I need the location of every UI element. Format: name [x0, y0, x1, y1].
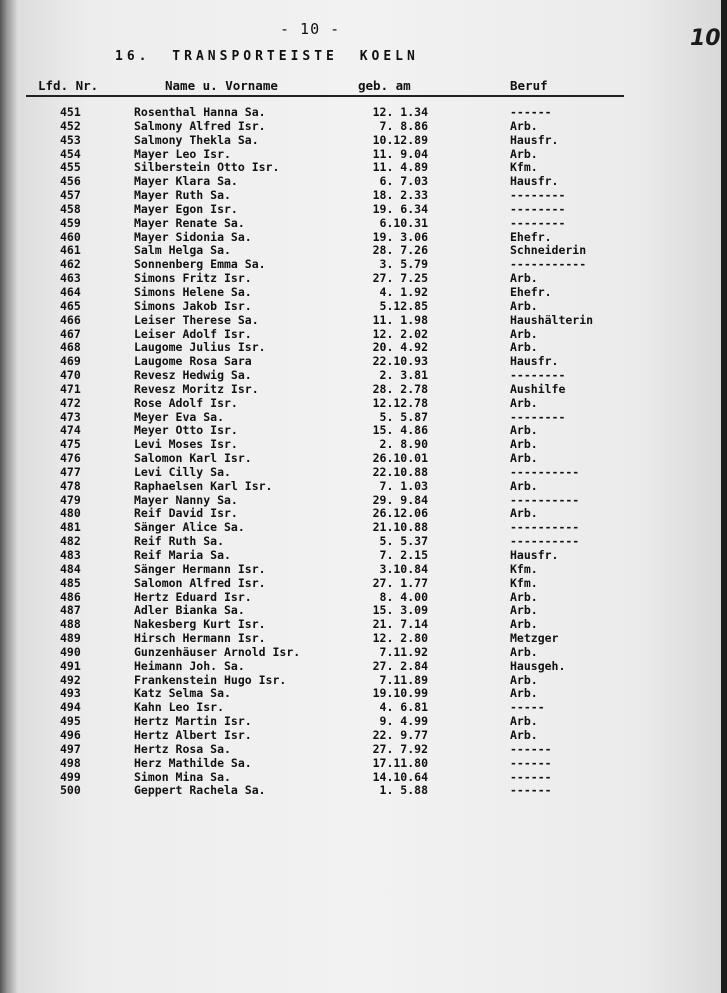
row-number: 476 — [60, 451, 81, 466]
birth-date: 19. 3.06 — [372, 229, 428, 244]
row-number: 497 — [60, 741, 81, 756]
header-occupation: Beruf — [510, 78, 548, 93]
occupation: Schneiderin — [510, 243, 587, 258]
row-number: 499 — [60, 769, 81, 784]
list-row — [0, 591, 727, 605]
row-number: 467 — [60, 326, 81, 341]
person-name: Mayer Egon Isr. — [134, 201, 238, 216]
birth-date: 6.10.31 — [379, 215, 428, 230]
row-number: 491 — [60, 658, 81, 673]
birth-date: 12.12.78 — [372, 395, 428, 410]
row-number: 461 — [60, 243, 81, 258]
person-name: Reif Maria Sa. — [134, 548, 231, 562]
row-number: 458 — [60, 201, 81, 216]
row-number: 463 — [60, 271, 81, 286]
occupation: Hausfr. — [510, 174, 559, 189]
list-row — [0, 687, 727, 701]
birth-date: 26.10.01 — [372, 451, 428, 466]
list-row — [0, 411, 727, 425]
person-name: Salmony Alfred Isr. — [134, 118, 266, 133]
row-number: 488 — [60, 617, 81, 632]
birth-date: 11. 1.98 — [372, 312, 428, 327]
row-number: 460 — [60, 229, 81, 244]
list-row — [0, 701, 727, 715]
list-row — [0, 604, 727, 618]
birth-date: 5.12.85 — [379, 298, 428, 313]
occupation: Arb. — [510, 395, 538, 410]
person-name: Sonnenberg Emma Sa. — [134, 257, 266, 272]
header-rule — [26, 95, 624, 97]
row-number: 453 — [60, 132, 81, 147]
birth-date: 22. 9.77 — [372, 727, 428, 742]
list-row — [0, 161, 727, 175]
row-number: 478 — [60, 478, 81, 493]
row-number: 475 — [60, 437, 81, 452]
occupation: ------ — [510, 769, 552, 784]
birth-date: 3. 5.79 — [379, 257, 428, 272]
list-row — [0, 148, 727, 162]
occupation: Hausfr. — [510, 132, 559, 147]
birth-date: 12. 2.02 — [372, 326, 428, 341]
row-number: 465 — [60, 298, 81, 313]
person-name: Adler Bianka Sa. — [134, 603, 245, 618]
row-number: 473 — [60, 409, 81, 424]
occupation: Ehefr. — [510, 229, 552, 244]
list-row — [0, 272, 727, 286]
person-name: Meyer Eva Sa. — [134, 409, 225, 424]
occupation: Arb. — [510, 506, 538, 521]
birth-date: 21. 7.14 — [372, 617, 428, 632]
person-name: Salmony Thekla Sa. — [134, 132, 259, 147]
occupation: Arb. — [510, 298, 538, 313]
header-birthdate: geb. am — [358, 78, 411, 93]
birth-date: 18. 2.33 — [372, 188, 428, 203]
list-row — [0, 244, 727, 258]
person-name: Hertz Rosa Sa. — [134, 741, 231, 756]
document-title: 16. TRANSPORTEISTE KOELN — [115, 49, 419, 64]
row-number: 500 — [60, 783, 81, 798]
person-name: Heimann Joh. Sa. — [134, 658, 245, 673]
birth-date: 11. 9.04 — [372, 146, 428, 161]
birth-date: 1. 5.88 — [379, 783, 428, 798]
birth-date: 7.11.89 — [379, 672, 428, 687]
row-number: 482 — [60, 534, 81, 549]
row-number: 471 — [60, 381, 81, 396]
person-name: Simons Helene Sa. — [134, 284, 252, 299]
list-row — [0, 300, 727, 314]
person-name: Laugome Julius Isr. — [134, 340, 266, 355]
list-row — [0, 314, 727, 328]
person-name: Raphaelsen Karl Isr. — [134, 478, 273, 493]
birth-date: 6. 7.03 — [379, 174, 428, 189]
row-number: 455 — [60, 160, 81, 175]
birth-date: 7.11.92 — [379, 644, 428, 659]
birth-date: 9. 4.99 — [379, 714, 428, 729]
list-row — [0, 120, 727, 134]
birth-date: 27. 1.77 — [372, 575, 428, 590]
row-number: 464 — [60, 284, 81, 299]
row-number: 496 — [60, 727, 81, 742]
occupation: -------- — [510, 368, 566, 383]
header-number: Lfd. Nr. — [38, 78, 99, 93]
birth-date: 10.12.89 — [372, 132, 428, 147]
row-number: 457 — [60, 188, 81, 203]
row-number: 479 — [60, 492, 81, 507]
row-number: 452 — [60, 118, 81, 133]
person-name: Salomon Karl Isr. — [134, 451, 252, 466]
occupation: Arb. — [510, 118, 538, 133]
row-number: 454 — [60, 146, 81, 161]
list-row — [0, 383, 727, 397]
occupation: Kfm. — [510, 575, 538, 590]
birth-date: 28. 7.26 — [372, 243, 428, 258]
column-headers — [0, 78, 727, 94]
birth-date: 17.11.80 — [372, 755, 428, 770]
row-number: 490 — [60, 644, 81, 659]
occupation: -------- — [510, 188, 566, 203]
occupation: ---------- — [510, 464, 580, 479]
row-number: 481 — [60, 520, 81, 535]
row-number: 489 — [60, 631, 81, 646]
person-name: Katz Selma Sa. — [134, 686, 231, 701]
birth-date: 15. 3.09 — [372, 603, 428, 618]
list-row — [0, 452, 727, 466]
person-name: Nakesberg Kurt Isr. — [134, 617, 266, 632]
row-number: 487 — [60, 603, 81, 618]
row-number: 498 — [60, 755, 81, 770]
person-name: Hertz Albert Isr. — [134, 727, 252, 742]
occupation: Arb. — [510, 589, 538, 604]
person-name: Reif Ruth Sa. — [134, 534, 225, 549]
birth-date: 12. 2.80 — [372, 631, 428, 646]
list-row — [0, 328, 727, 342]
list-row — [0, 466, 727, 480]
birth-date: 19.10.99 — [372, 686, 428, 701]
occupation: Arb. — [510, 727, 538, 742]
list-row — [0, 480, 727, 494]
list-row — [0, 743, 727, 757]
list-row — [0, 729, 727, 743]
occupation: Arb. — [510, 478, 538, 493]
person-name: Mayer Sidonia Sa. — [134, 229, 252, 244]
person-name: Mayer Klara Sa. — [134, 174, 238, 189]
list-row — [0, 397, 727, 411]
birth-date: 27. 7.25 — [372, 271, 428, 286]
row-number: 459 — [60, 215, 81, 230]
list-row — [0, 189, 727, 203]
row-number: 472 — [60, 395, 81, 410]
handwritten-page-number: 10 — [690, 26, 721, 51]
row-number: 484 — [60, 561, 81, 576]
page-number: - 10 - — [280, 20, 341, 38]
person-name: Levi Moses Isr. — [134, 437, 238, 452]
occupation: Hausfr. — [510, 548, 559, 562]
occupation: Arb. — [510, 437, 538, 452]
birth-date: 8. 4.00 — [379, 589, 428, 604]
occupation: Hausgeh. — [510, 658, 566, 673]
person-name: Gunzenhäuser Arnold Isr. — [134, 644, 301, 659]
occupation: Ehefr. — [510, 284, 552, 299]
person-name: Salm Helga Sa. — [134, 243, 231, 258]
occupation: Arb. — [510, 603, 538, 618]
list-row — [0, 494, 727, 508]
list-row — [0, 757, 727, 771]
list-row — [0, 134, 727, 148]
person-name: Simons Fritz Isr. — [134, 271, 252, 286]
occupation: ----------- — [510, 257, 587, 272]
birth-date: 2. 8.90 — [379, 437, 428, 452]
birth-date: 2. 3.81 — [379, 368, 428, 383]
birth-date: 11. 4.89 — [372, 160, 428, 175]
occupation: Arb. — [510, 340, 538, 355]
person-name: Sänger Alice Sa. — [134, 520, 245, 535]
row-number: 493 — [60, 686, 81, 701]
row-number: 451 — [60, 105, 81, 119]
list-row — [0, 286, 727, 300]
row-number: 483 — [60, 548, 81, 562]
row-number: 492 — [60, 672, 81, 687]
row-number: 474 — [60, 423, 81, 438]
list-row — [0, 355, 727, 369]
row-number: 477 — [60, 464, 81, 479]
row-number: 470 — [60, 368, 81, 383]
row-number: 469 — [60, 354, 81, 369]
occupation: ------ — [510, 105, 552, 119]
occupation: ---------- — [510, 492, 580, 507]
list-row — [0, 507, 727, 521]
occupation: -------- — [510, 409, 566, 424]
occupation: ------ — [510, 783, 552, 798]
occupation: Kfm. — [510, 160, 538, 175]
occupation: Arb. — [510, 451, 538, 466]
birth-date: 12. 1.34 — [372, 105, 428, 119]
birth-date: 27. 2.84 — [372, 658, 428, 673]
list-row — [0, 674, 727, 688]
list-row — [0, 175, 727, 189]
birth-date: 5. 5.87 — [379, 409, 428, 424]
list-row — [0, 369, 727, 383]
occupation: Arb. — [510, 423, 538, 438]
birth-date: 7. 2.15 — [379, 548, 428, 562]
row-number: 456 — [60, 174, 81, 189]
person-name: Mayer Renate Sa. — [134, 215, 245, 230]
person-name: Leiser Adolf Isr. — [134, 326, 252, 341]
birth-date: 7. 1.03 — [379, 478, 428, 493]
person-name: Levi Cilly Sa. — [134, 464, 231, 479]
person-name: Laugome Rosa Sara — [134, 354, 252, 369]
person-name: Hertz Martin Isr. — [134, 714, 252, 729]
list-row — [0, 341, 727, 355]
list-row — [0, 438, 727, 452]
occupation: Arb. — [510, 617, 538, 632]
list-row — [0, 521, 727, 535]
birth-date: 28. 2.78 — [372, 381, 428, 396]
birth-date: 29. 9.84 — [372, 492, 428, 507]
list-row — [0, 715, 727, 729]
person-name: Rosenthal Hanna Sa. — [134, 105, 266, 119]
occupation: Arb. — [510, 326, 538, 341]
person-name: Kahn Leo Isr. — [134, 700, 225, 715]
list-row — [0, 106, 727, 120]
person-name: Hertz Eduard Isr. — [134, 589, 252, 604]
occupation: ------ — [510, 741, 552, 756]
birth-date: 22.10.93 — [372, 354, 428, 369]
list-row — [0, 549, 727, 563]
list-row — [0, 231, 727, 245]
occupation: -------- — [510, 201, 566, 216]
list-row — [0, 535, 727, 549]
person-name: Geppert Rachela Sa. — [134, 783, 266, 798]
person-name: Leiser Therese Sa. — [134, 312, 259, 327]
occupation: -------- — [510, 215, 566, 230]
occupation: Hausfr. — [510, 354, 559, 369]
row-number: 480 — [60, 506, 81, 521]
list-row — [0, 771, 727, 785]
birth-date: 14.10.64 — [372, 769, 428, 784]
birth-date: 4. 6.81 — [379, 700, 428, 715]
birth-date: 4. 1.92 — [379, 284, 428, 299]
person-name: Simon Mina Sa. — [134, 769, 231, 784]
birth-date: 3.10.84 — [379, 561, 428, 576]
occupation: ---------- — [510, 520, 580, 535]
occupation: ---------- — [510, 534, 580, 549]
list-row — [0, 203, 727, 217]
occupation: Arb. — [510, 146, 538, 161]
birth-date: 22.10.88 — [372, 464, 428, 479]
list-row — [0, 618, 727, 632]
person-name: Sänger Hermann Isr. — [134, 561, 266, 576]
person-name: Mayer Nanny Sa. — [134, 492, 238, 507]
occupation: ----- — [510, 700, 545, 715]
occupation: Aushilfe — [510, 381, 566, 396]
person-name: Rose Adolf Isr. — [134, 395, 238, 410]
list-row — [0, 424, 727, 438]
transport-list — [0, 106, 727, 798]
person-name: Frankenstein Hugo Isr. — [134, 672, 287, 687]
person-name: Meyer Otto Isr. — [134, 423, 238, 438]
person-name: Revesz Hedwig Sa. — [134, 368, 252, 383]
row-number: 495 — [60, 714, 81, 729]
birth-date: 7. 8.86 — [379, 118, 428, 133]
birth-date: 5. 5.37 — [379, 534, 428, 549]
row-number: 494 — [60, 700, 81, 715]
occupation: Kfm. — [510, 561, 538, 576]
list-row — [0, 660, 727, 674]
row-number: 462 — [60, 257, 81, 272]
occupation: Arb. — [510, 686, 538, 701]
occupation: Arb. — [510, 644, 538, 659]
person-name: Mayer Ruth Sa. — [134, 188, 231, 203]
birth-date: 19. 6.34 — [372, 201, 428, 216]
row-number: 468 — [60, 340, 81, 355]
list-row — [0, 632, 727, 646]
person-name: Reif David Isr. — [134, 506, 238, 521]
row-number: 485 — [60, 575, 81, 590]
person-name: Simons Jakob Isr. — [134, 298, 252, 313]
person-name: Silberstein Otto Isr. — [134, 160, 280, 175]
birth-date: 26.12.06 — [372, 506, 428, 521]
list-row — [0, 646, 727, 660]
list-row — [0, 577, 727, 591]
occupation: Haushälterin — [510, 312, 594, 327]
person-name: Revesz Moritz Isr. — [134, 381, 259, 396]
row-number: 486 — [60, 589, 81, 604]
occupation: Arb. — [510, 672, 538, 687]
occupation: Arb. — [510, 271, 538, 286]
birth-date: 20. 4.92 — [372, 340, 428, 355]
occupation: Metzger — [510, 631, 559, 646]
person-name: Salomon Alfred Isr. — [134, 575, 266, 590]
birth-date: 27. 7.92 — [372, 741, 428, 756]
occupation: Arb. — [510, 714, 538, 729]
header-name: Name u. Vorname — [165, 78, 278, 93]
person-name: Mayer Leo Isr. — [134, 146, 231, 161]
birth-date: 15. 4.86 — [372, 423, 428, 438]
person-name: Hirsch Hermann Isr. — [134, 631, 266, 646]
birth-date: 21.10.88 — [372, 520, 428, 535]
list-row — [0, 784, 727, 798]
list-row — [0, 217, 727, 231]
list-row — [0, 258, 727, 272]
person-name: Herz Mathilde Sa. — [134, 755, 252, 770]
list-row — [0, 563, 727, 577]
occupation: ------ — [510, 755, 552, 770]
row-number: 466 — [60, 312, 81, 327]
